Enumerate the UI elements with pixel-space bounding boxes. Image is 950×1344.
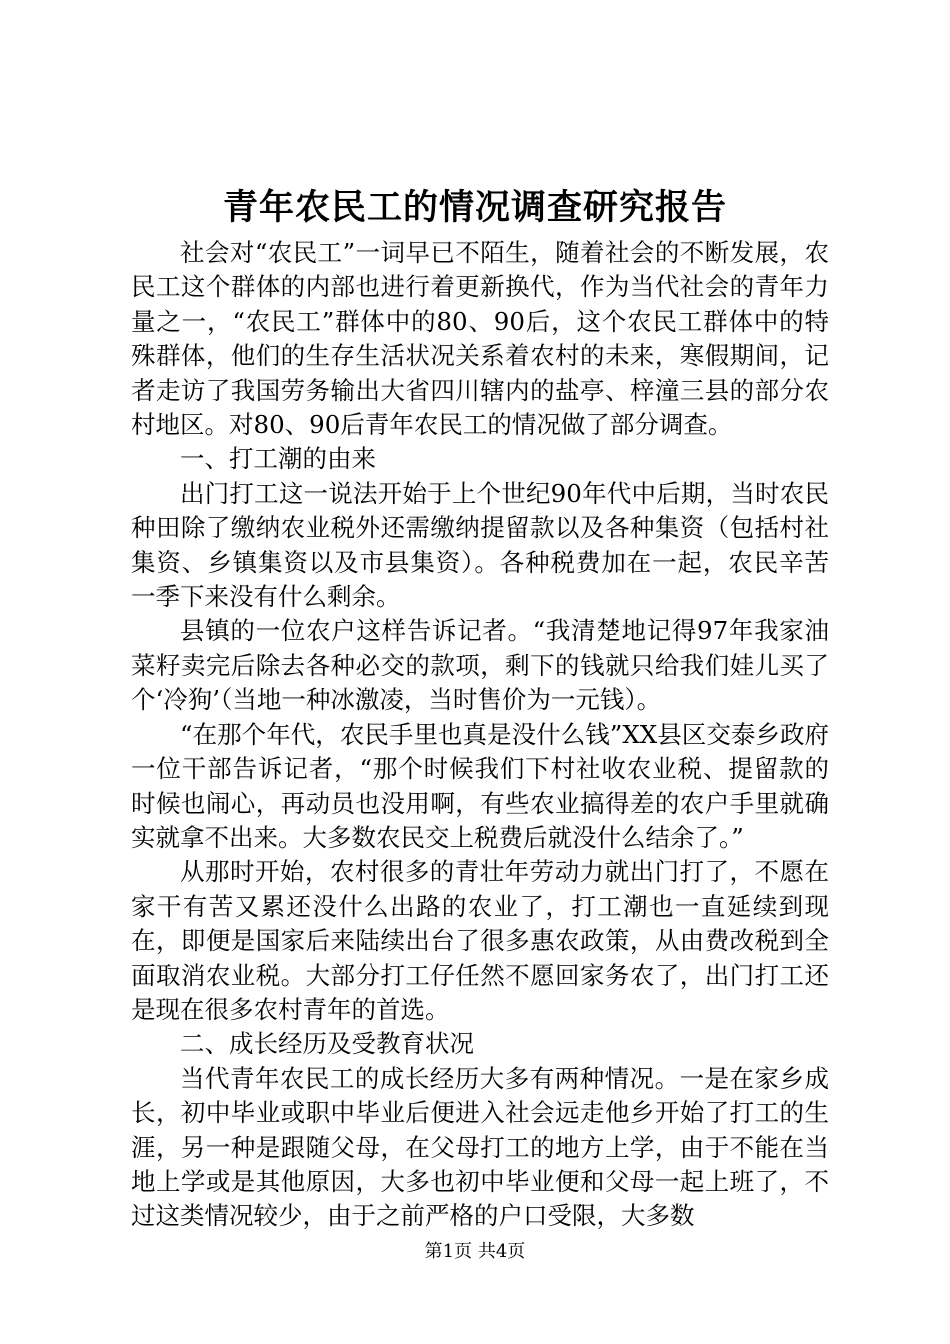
body-paragraph: 从那时开始，农村很多的青壮年劳动力就出门打了，不愿在家干有苦又累还没什么出路的农业了，打工潮也一直延续到现在，即便是国家后来陆续出台了很多惠农政策，从由费改税到全面取消农业税。大部分打工仔任然不愿回家务农了，出门打工还是现在很多农村青年的首选。	[131, 857, 829, 1024]
intro-paragraph: 社会对“农民工”一词早已不陌生，随着社会的不断发展，农民工这个群体的内部也进行着更新换代，作为当代社会的青年力量之一，“农民工”群体中的80、90后，这个农民工群体中的特殊群体，他们的生存生活状况关系着农村的未来，寒假期间，记者走访了我国劳务输出大省四川辖内的盐亭、梓潼三县的部分农村地区。对80、90后青年农民工的情况做了部分调查。	[131, 238, 829, 440]
body-paragraph: “在那个年代，农民手里也真是没什么钱”XX县区交泰乡政府一位干部告诉记者，“那个时候我们下村社收农业税、提留款的时候也闹心，再动员也没用啊，有些农业搞得差的农户手里就确实就拿不出来。大多数农民交上税费后就没什么结余了。”	[131, 719, 829, 852]
body-paragraph: 出门打工这一说法开始于上个世纪90年代中后期，当时农民种田除了缴纳农业税外还需缴纳提留款以及各种集资（包括村社集资、乡镇集资以及市县集资）。各种税费加在一起，农民辛苦一季下来没有什么剩余。	[131, 478, 829, 612]
document-body	[131, 236, 829, 1234]
body-paragraph: 当代青年农民工的成长经历大多有两种情况。一是在家乡成长，初中毕业或职中毕业后便进入社会远走他乡开始了打工的生涯，另一种是跟随父母，在父母打工的地方上学，由于不能在当地上学或是其他原因，大多也初中毕业便和父母一起上班了，不过这类情况较少，由于之前严格的户口受限，大多数	[131, 1063, 829, 1231]
body-paragraph: 县镇的一位农户这样告诉记者。“我清楚地记得97年我家油菜籽卖完后除去各种必交的款项，剩下的钱就只给我们娃儿买了个‘冷狗’（当地一种冰激凌，当时售价为一元钱）。	[131, 616, 829, 715]
document-title: 青年农民工的情况调查研究报告	[222, 187, 727, 228]
section-heading-1: 一、打工潮的由来	[180, 444, 376, 474]
page-number-footer: 第1页 共4页	[424, 1241, 526, 1262]
section-heading-2: 二、成长经历及受教育状况	[180, 1029, 474, 1059]
